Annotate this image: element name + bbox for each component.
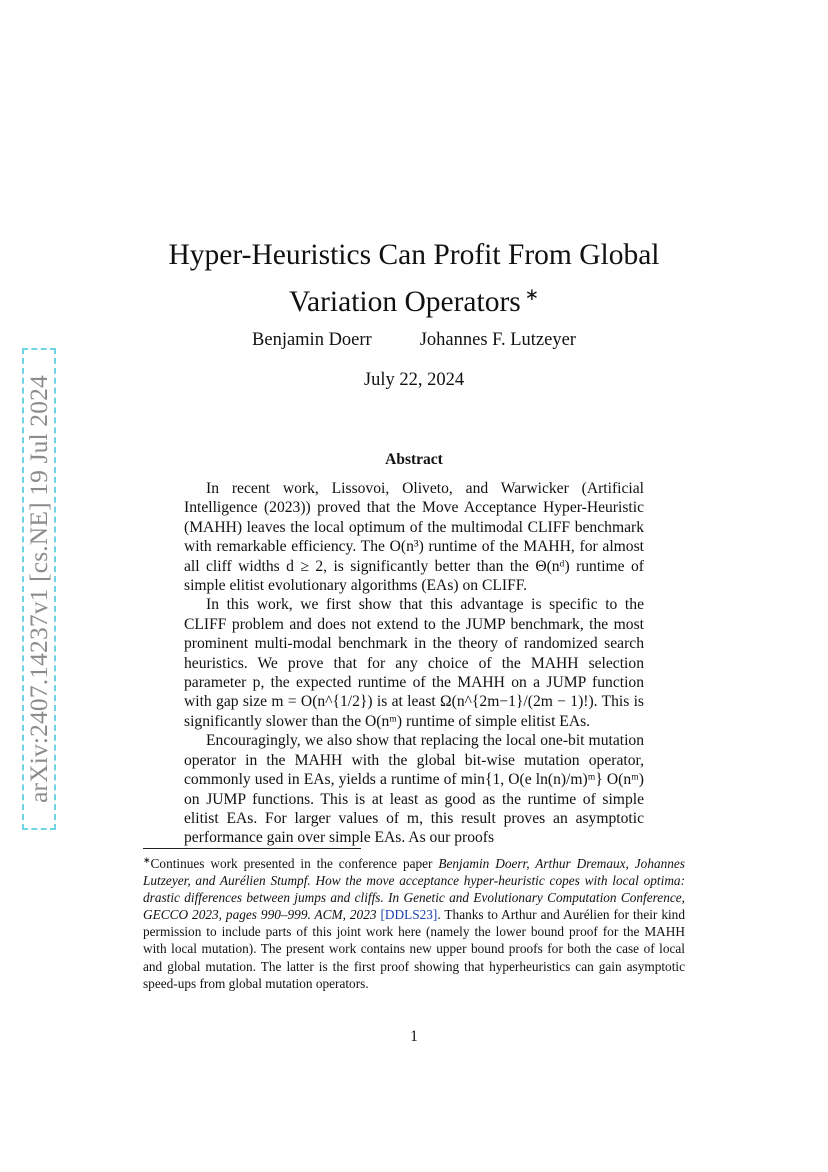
footnote-rule xyxy=(143,848,361,849)
abstract-heading: Abstract xyxy=(385,451,443,468)
title-line-1: Hyper-Heuristics Can Profit From Global xyxy=(168,239,660,271)
page-number: 1 xyxy=(410,1028,418,1045)
arxiv-stamp xyxy=(22,348,56,830)
abstract-paragraph-2: In this work, we first show that this advantage is specific to the CLIFF problem and does not extend to the JUMP benchmark, the most prominent multi-modal benchmark in the theory of randomized search heuristics. We prove that for any choice of the MAHH selection parameter p, the expected runtime of the MAHH on a JUMP function with gap size m = O(n^{1/2}) is at least Ω(n^{2m−1}/(2m − 1)!). This is significantly slower than the O(nᵐ) runtime of simple elitist EAs. xyxy=(184,596,644,730)
footnote xyxy=(143,852,685,992)
author-2: Johannes F. Lutzeyer xyxy=(419,330,576,350)
footnote-reference: Benjamin Doerr, Arthur Dremaux, Johannes Lutzeyer, and Aurélien Stumpf. How the move acceptance hyper-heuristic copes with local optima: drastic differences between jumps and cliffs. In Genetic and Evolutionary Computation Conference, GECCO 2023, pages 990–999. ACM, 2023 xyxy=(143,856,685,923)
citation-link[interactable]: [DDLS23] xyxy=(380,907,438,923)
footnote-lead: Continues work presented in the conference paper xyxy=(150,856,439,871)
title-footnote-mark: ∗ xyxy=(524,285,540,304)
paper-title xyxy=(120,236,708,322)
footnote-rest: . Thanks to Arthur and Aurélien for their kind permission to include parts of this joint work here (namely the lower bound proof for the MAHH with local mutation). The present work contains new upper bound proofs for both the case of local and global mutation. The latter is the first proof showing that hyperheuristics can gain asymptotic speed-ups from global mutation operators. xyxy=(143,907,685,991)
paper-date: July 22, 2024 xyxy=(363,370,465,390)
author-1: Benjamin Doerr xyxy=(252,330,372,350)
abstract-paragraph-3: Encouragingly, we also show that replacing the local one-bit mutation operator in the MAHH with the global bit-wise mutation operator, commonly used in EAs, yields a runtime of min{1, O(e ln(n)/m)ᵐ} O(nᵐ) on JUMP functions. This is at least as good as the runtime of simple elitist EAs. For larger values of m, this result proves an asymptotic performance gain over simple EAs. As our proofs xyxy=(184,732,644,847)
abstract-paragraph-1: In recent work, Lissovoi, Oliveto, and Warwicker (Artificial Intelligence (2023)) proved that the Move Acceptance Hyper-Heuristic (MAHH) leaves the local optimum of the multimodal CLIFF benchmark with remarkable efficiency. The O(n³) runtime of the MAHH, for almost all cliff widths d ≥ 2, is significantly better than the Θ(nᵈ) runtime of simple elitist evolutionary algorithms (EAs) on CLIFF. xyxy=(184,480,644,595)
author-list xyxy=(120,330,708,351)
title-line-2: Variation Operators xyxy=(288,286,521,318)
arxiv-identifier: arXiv:2407.14237v1 [cs.NE] 19 Jul 2024 xyxy=(24,375,53,803)
abstract-body xyxy=(184,479,644,848)
footnote-mark: ∗ xyxy=(143,855,151,865)
